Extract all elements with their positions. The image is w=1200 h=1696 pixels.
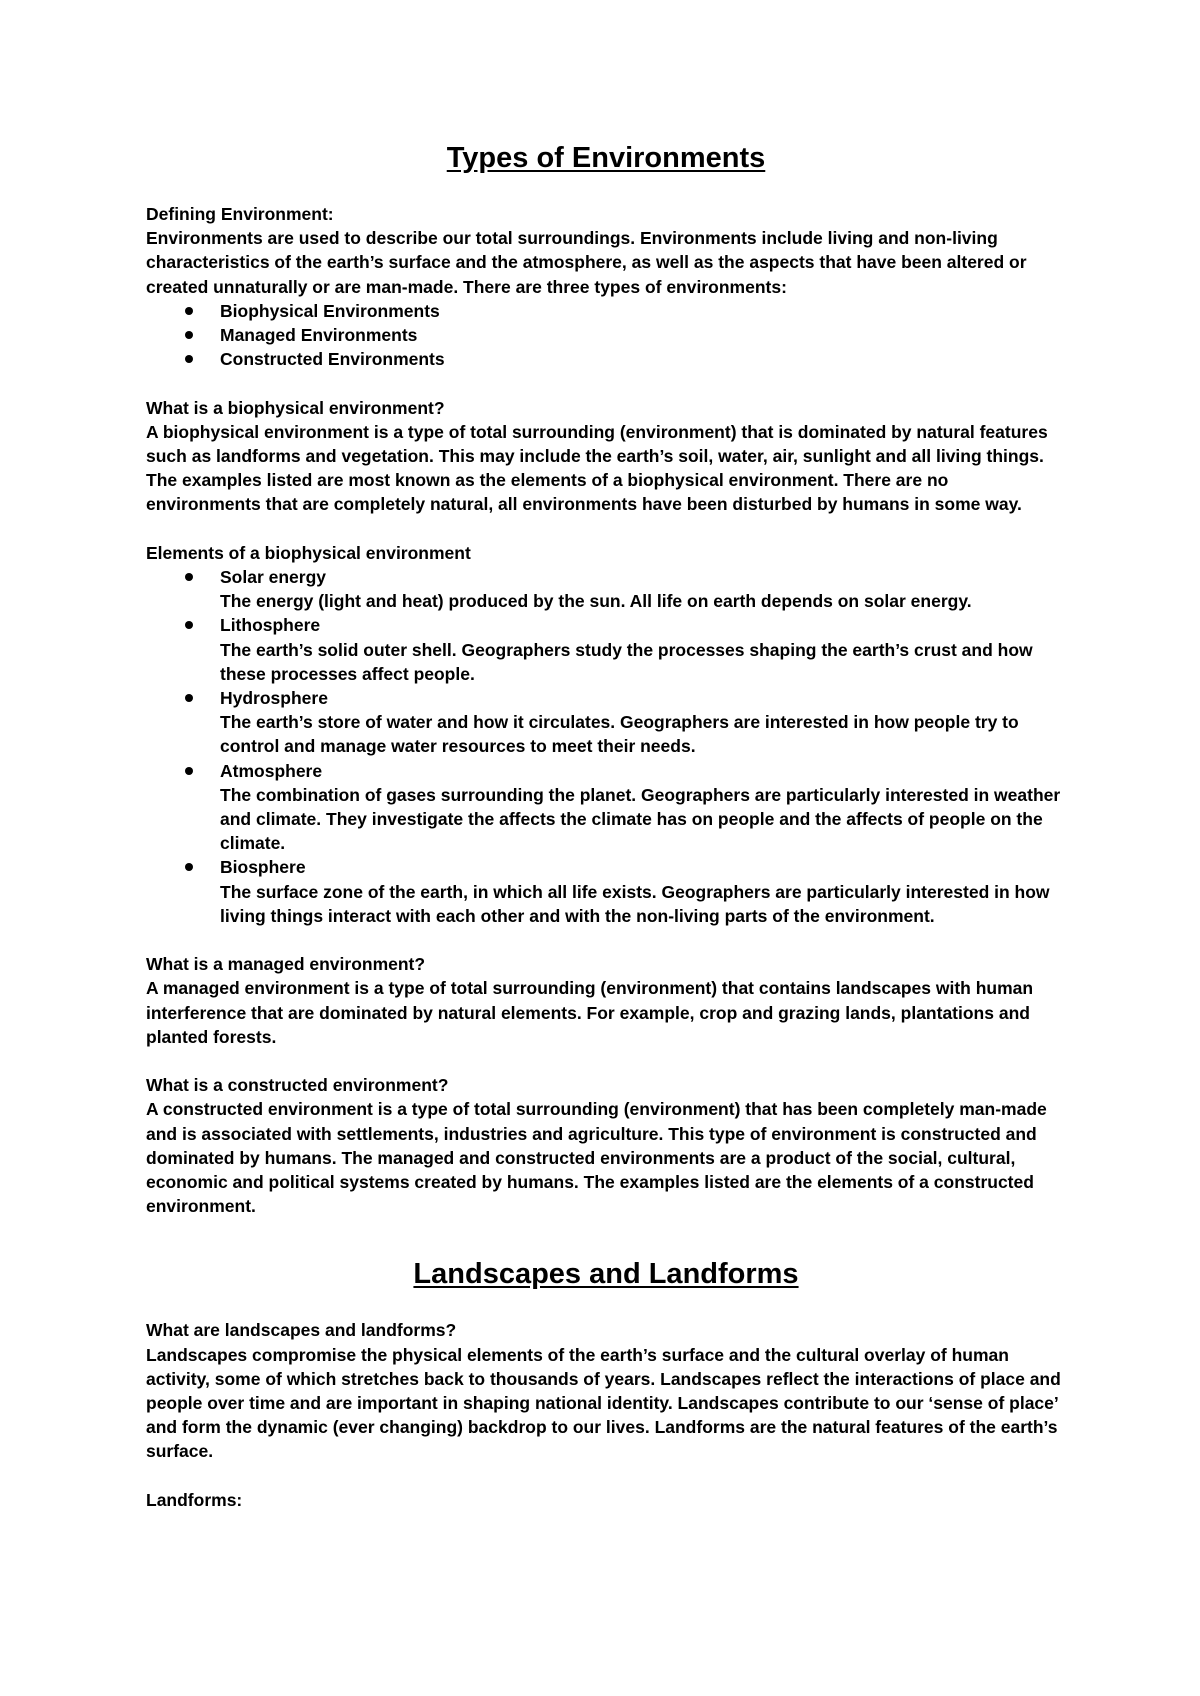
page-title: Types of Environments [446,142,766,174]
element-name: Solar energy [220,567,327,588]
bullet-icon [184,347,194,371]
element-name: Lithosphere [220,615,321,636]
document-page [146,138,1066,1512]
environment-types-list [146,299,1066,372]
bullet-icon [184,323,194,347]
managed-heading: What is a managed environment? [146,954,426,975]
list-item [146,613,1066,686]
section-title: Landscapes and Landforms [413,1258,799,1291]
bullet-icon [184,299,194,323]
elements-list [146,565,1066,928]
constructed-heading: What is a constructed environment? [146,1075,449,1096]
list-item [146,855,1066,928]
element-desc: The surface zone of the earth, in which all life exists. Geographers are particularly interested in how living things interact with each other and with the non-living parts of the environment. [220,881,1050,926]
element-desc: The earth’s solid outer shell. Geographers study the processes shaping the earth’s crust and how these processes affect people. [220,639,1033,684]
landforms-heading: Landforms: [146,1489,243,1510]
list-item [146,759,1066,856]
landscapes-text: Landscapes compromise the physical elements of the earth’s surface and the cultural overlay of human activity, some of which stretches back to thousands of years. Landscapes reflect the interactions of place and people over time and are important in shaping national identity. Landscapes contribute to our ‘sense of place’ and form the dynamic (ever changing) backdrop to our lives. Landforms are the natural features of the earth’s surface. [146,1344,1061,1462]
list-item: Constructed Environments [146,347,1066,371]
bullet-icon [184,686,194,710]
defining-text: Environments are used to describe our total surroundings. Environments include living and non-living characteristics of the earth’s surface and the atmosphere, as well as the aspects that have been altered or created unnaturally or are man-made. There are three types of environments: [146,228,1027,297]
element-name: Hydrosphere [220,688,328,709]
biophysical-heading: What is a biophysical environment? [146,397,445,418]
element-desc: The energy (light and heat) produced by the sun. All life on earth depends on solar energy. [220,591,972,612]
elements-heading: Elements of a biophysical environment [146,542,471,563]
landscapes-heading: What are landscapes and landforms? [146,1320,457,1341]
element-desc: The earth’s store of water and how it circulates. Geographers are interested in how people try to control and manage water resources to meet their needs. [220,712,1019,757]
list-item [146,565,1066,613]
element-name: Atmosphere [220,760,323,781]
biophysical-text: A biophysical environment is a type of total surrounding (environment) that is dominated by natural features such as landforms and vegetation. This may include the earth’s soil, water, air, sunlight and all living things. The examples listed are most known as the elements of a biophysical environment. There are no environments that are completely natural, all environments have been disturbed by humans in some way. [146,421,1048,515]
bullet-icon [184,613,194,637]
bullet-icon [184,759,194,783]
element-name: Biosphere [220,857,306,878]
defining-heading: Defining Environment: [146,204,334,224]
list-item: Managed Environments [146,323,1066,347]
bullet-icon [184,565,194,589]
list-item [146,686,1066,759]
managed-text: A managed environment is a type of total surrounding (environment) that contains landscapes with human interference that are dominated by natural elements. For example, crop and grazing lands, plantations and planted forests. [146,978,1034,1047]
list-item: Biophysical Environments [146,299,1066,323]
bullet-icon [184,855,194,879]
element-desc: The combination of gases surrounding the planet. Geographers are particularly interested in weather and climate. They investigate the affects the climate has on people and the affects of people on the climate. [220,784,1061,854]
constructed-text: A constructed environment is a type of total surrounding (environment) that has been completely man-made and is associated with settlements, industries and agriculture. This type of environment is constructed and dominated by humans. The managed and constructed environments are a product of the social, cultural, economic and political systems created by humans. The examples listed are the elements of a constructed environment. [146,1099,1047,1217]
